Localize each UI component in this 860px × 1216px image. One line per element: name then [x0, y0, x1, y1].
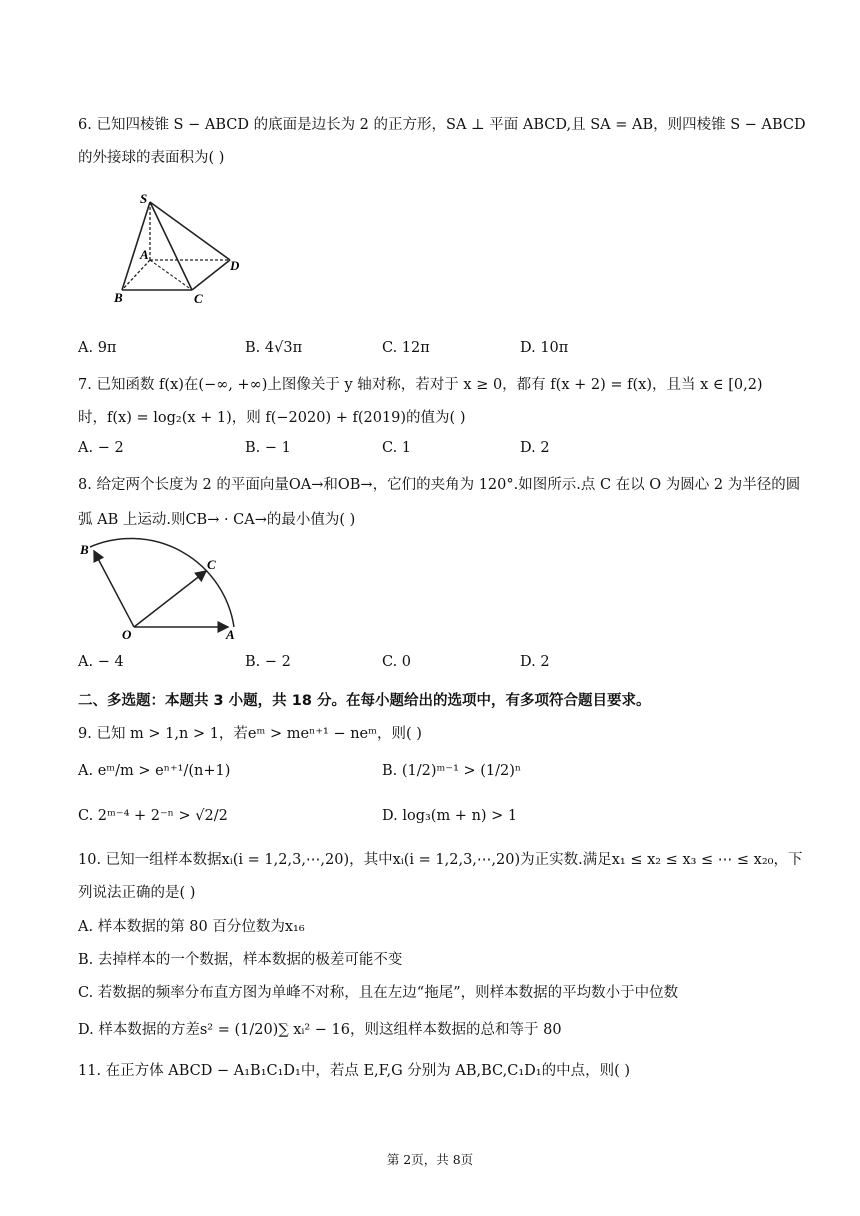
q6-stem-line1: 6. 已知四棱锥 S − ABCD 的底面是边长为 2 的正方形，SA ⊥ 平面 ABCD,且 SA = AB，则四棱锥 S − ABCD [78, 117, 806, 133]
label-b: B [80, 542, 89, 557]
q8-stem-line2: 弧 AB 上运动.则CB→ · CA→的最小值为( ) [78, 512, 356, 528]
q9-option-b: B. (1/2)ᵐ⁻¹ > (1/2)ⁿ [382, 763, 522, 779]
q9-option-c: C. 2ᵐ⁻⁴ + 2⁻ⁿ > √2/2 [78, 808, 228, 824]
label-a: A [226, 627, 235, 642]
label-a: A [140, 247, 149, 262]
q9-option-d: D. log₃(m + n) > 1 [382, 808, 518, 824]
q7-stem-line1: 7. 已知函数 f(x)在(−∞, +∞)上图像关于 y 轴对称，若对于 x ≥ 0，都有 f(x + 2) = f(x)，且当 x ∈ [0,2) [78, 377, 763, 393]
q6-option-a: A. 9π [78, 340, 117, 356]
q9-option-a: A. eᵐ/m > eⁿ⁺¹/(n+1) [78, 763, 231, 779]
q8-option-c: C. 0 [382, 654, 412, 670]
q6-option-d: D. 10π [520, 340, 569, 356]
q7-option-b: B. − 1 [245, 440, 291, 456]
label-c: C [207, 557, 216, 572]
q10-option-a: A. 样本数据的第 80 百分位数为x₁₆ [78, 919, 305, 935]
q9-stem: 9. 已知 m > 1,n > 1，若eᵐ > meⁿ⁺¹ − neᵐ，则( ) [78, 726, 422, 742]
label-c: C [194, 291, 203, 305]
label-s: S [140, 191, 148, 206]
q7-stem-line2: 时，f(x) = log₂(x + 1)，则 f(−2020) + f(2019)的值为( ) [78, 410, 466, 426]
q10-stem-line1: 10. 已知一组样本数据xᵢ(i = 1,2,3,⋯,20)，其中xᵢ(i = 1,2,3,⋯,20)为正实数.满足x₁ ≤ x₂ ≤ x₃ ≤ ⋯ ≤ x₂₀，下 [78, 852, 803, 868]
page-footer: 第 2页，共 8页 [386, 1152, 474, 1167]
vector-arc-figure [76, 535, 246, 645]
label-o: O [122, 627, 132, 642]
q7-option-a: A. − 2 [78, 440, 124, 456]
label-b: B [114, 290, 123, 305]
q6-option-b: B. 4√3π [245, 340, 303, 356]
q6-stem-line2: 的外接球的表面积为( ) [78, 150, 225, 166]
q10-option-b: B. 去掉样本的一个数据，样本数据的极差可能不变 [78, 952, 403, 968]
label-d: D [230, 258, 240, 273]
q8-option-d: D. 2 [520, 654, 550, 670]
q7-option-d: D. 2 [520, 440, 550, 456]
q11-stem: 11. 在正方体 ABCD − A₁B₁C₁D₁中，若点 E,F,G 分别为 AB,BC,C₁D₁的中点，则( ) [78, 1063, 630, 1079]
q10-option-c: C. 若数据的频率分布直方图为单峰不对称，且在左边“拖尾”，则样本数据的平均数小于中位数 [78, 985, 679, 1001]
q8-option-b: B. − 2 [245, 654, 291, 670]
section-heading: 二、多选题：本题共 3 小题，共 18 分。在每小题给出的选项中，有多项符合题目要求。 [78, 693, 651, 709]
q10-option-d: D. 样本数据的方差s² = (1/20)∑ xᵢ² − 16，则这组样本数据的总和等于 80 [78, 1022, 562, 1038]
q6-option-c: C. 12π [382, 340, 430, 356]
q8-option-a: A. − 4 [78, 654, 124, 670]
q8-stem-line1: 8. 给定两个长度为 2 的平面向量OA→和OB→，它们的夹角为 120°.如图所示.点 C 在以 O 为圆心 2 为半径的圆 [78, 477, 801, 493]
pyramid-figure [110, 190, 260, 305]
q7-option-c: C. 1 [382, 440, 412, 456]
q10-stem-line2: 列说法正确的是( ) [78, 885, 196, 901]
